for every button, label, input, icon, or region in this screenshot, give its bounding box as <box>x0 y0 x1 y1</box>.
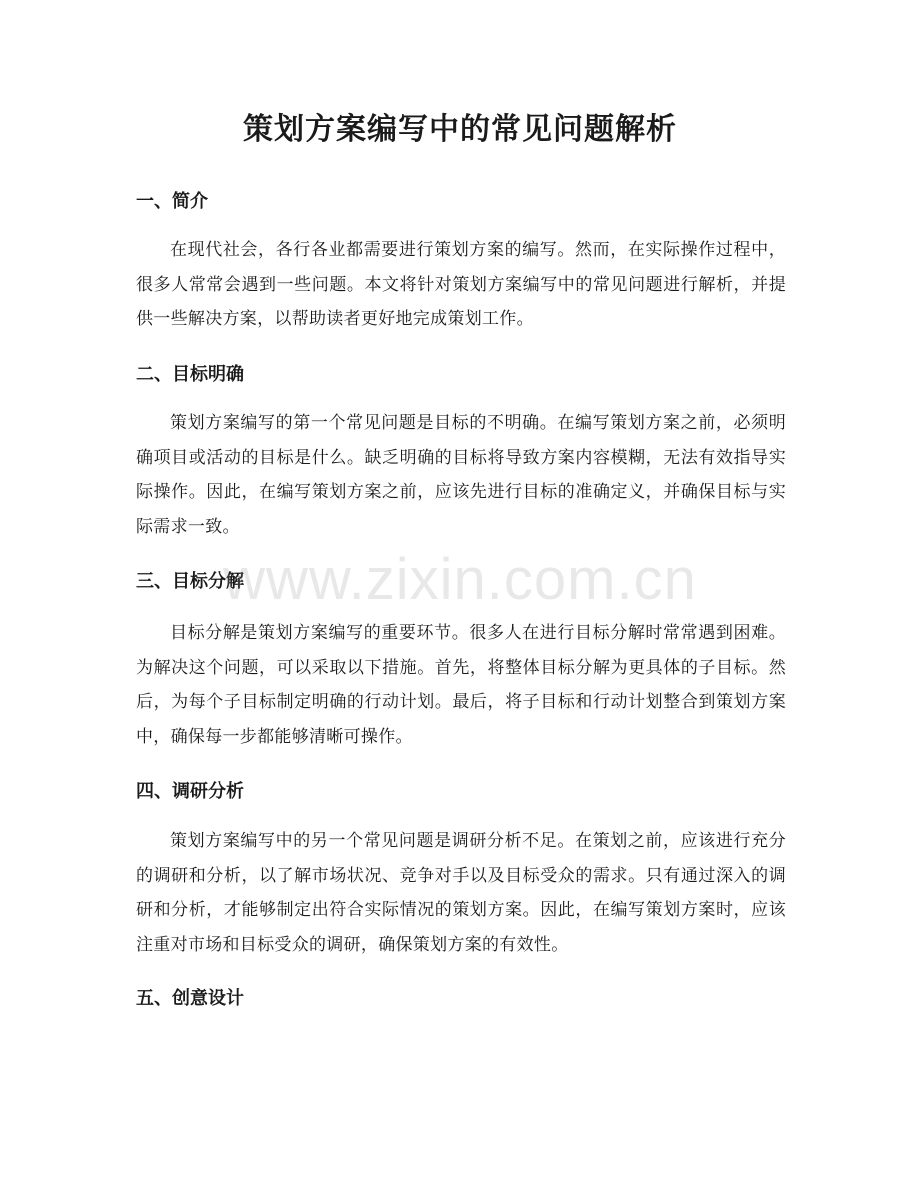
section-heading-creative-design: 五、创意设计 <box>136 988 244 1009</box>
document-title: 策划方案编写中的常见问题解析 <box>243 112 677 147</box>
section-heading-goal-breakdown: 三、目标分解 <box>136 571 244 592</box>
section-body-research: 策划方案编写中的另一个常见问题是调研分析不足。在策划之前，应该进行充分的调研和分析，以了解市场状况、竞争对手以及目标受众的需求。只有通过深入的调研和分析，才能够制定出符合实际情况的策划方案。因此，在编写策划方案时，应该注重对市场和目标受众的调研，确保策划方案的有效性。 <box>136 831 786 955</box>
section-heading-intro: 一、简介 <box>136 191 208 212</box>
section-body-intro: 在现代社会，各行各业都需要进行策划方案的编写。然而，在实际操作过程中，很多人常常会遇到一些问题。本文将针对策划方案编写中的常见问题进行解析，并提供一些解决方案，以帮助读者更好地完成策划工作。 <box>136 240 786 330</box>
section-body-goal-clarity: 策划方案编写的第一个常见问题是目标的不明确。在编写策划方案之前，必须明确项目或活动的目标是什么。缺乏明确的目标将导致方案内容模糊，无法有效指导实际操作。因此，在编写策划方案之前，应该先进行目标的准确定义，并确保目标与实际需求一致。 <box>136 413 786 537</box>
watermark: www.zixin.com.cn <box>223 547 697 612</box>
section-body-goal-breakdown: 目标分解是策划方案编写的重要环节。很多人在进行目标分解时常常遇到困难。为解决这个问题，可以采取以下措施。首先，将整体目标分解为更具体的子目标。然后，为每个子目标制定明确的行动计划。最后，将子目标和行动计划整合到策划方案中，确保每一步都能够清晰可操作。 <box>136 623 786 747</box>
section-heading-research: 四、调研分析 <box>136 781 244 802</box>
section-heading-goal-clarity: 二、目标明确 <box>136 364 244 385</box>
